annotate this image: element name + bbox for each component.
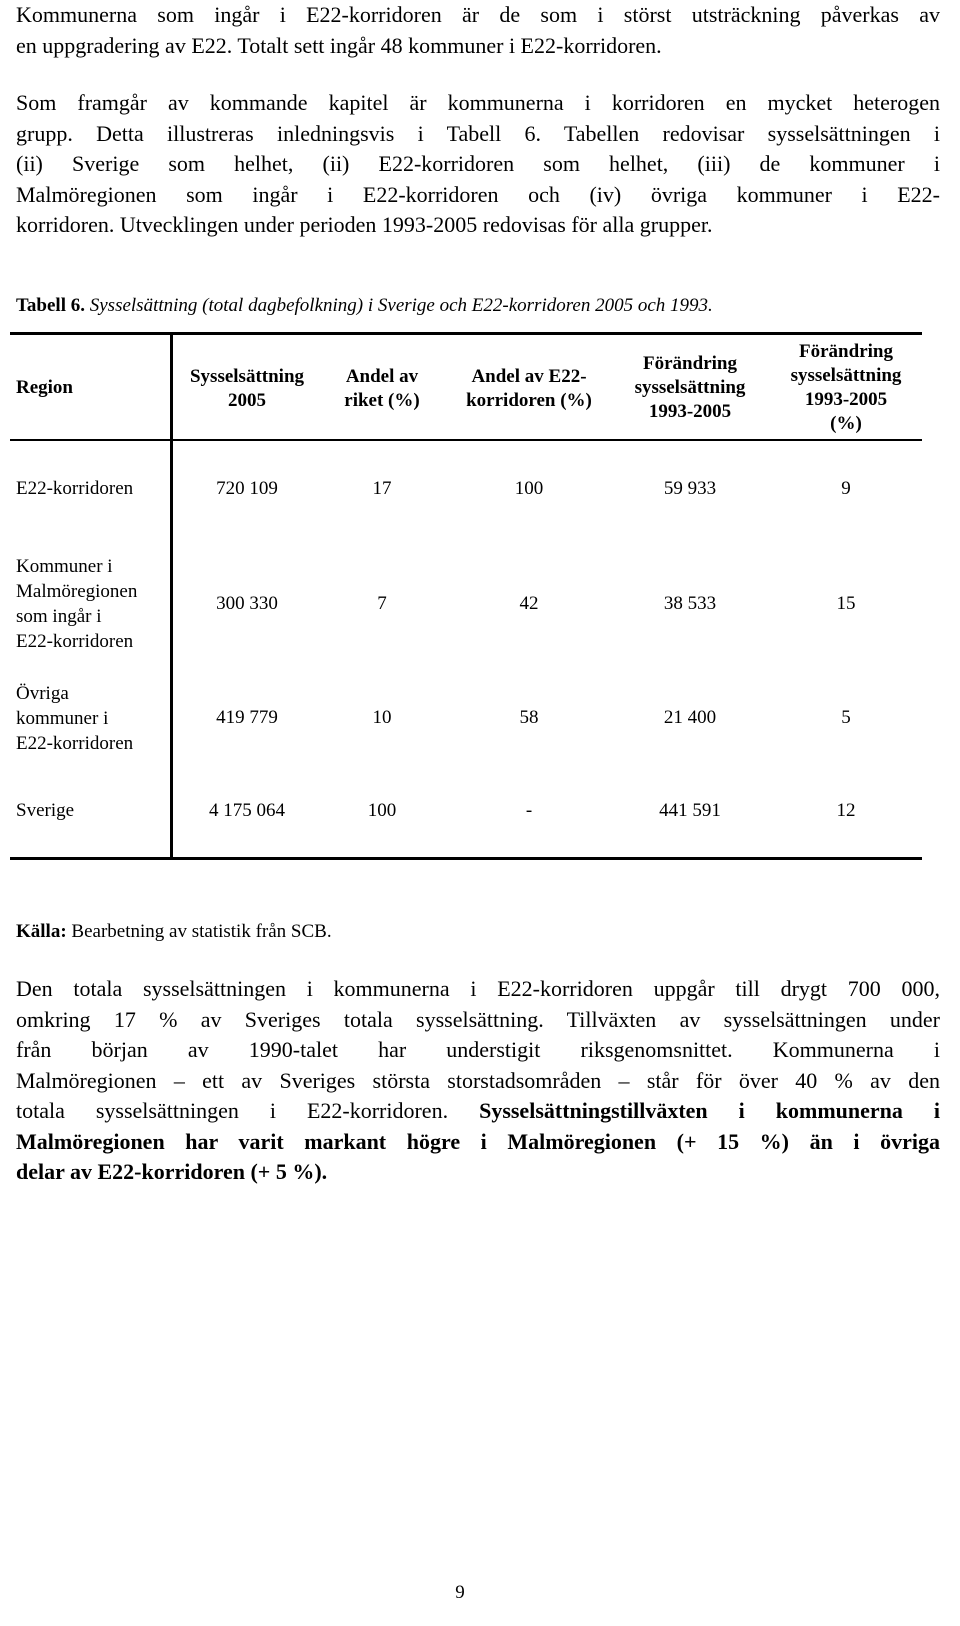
table-source: [16, 920, 332, 944]
text-line: [16, 1127, 940, 1158]
cell-change-percent: 9: [841, 478, 851, 499]
text-bold: Malmöregionen har varit markant högre i Malmöregionen (+ 15 %) än i övriga: [16, 1128, 940, 1154]
row-region: Sverige: [16, 800, 75, 821]
table-bottom-rule: [10, 857, 922, 860]
table-top-rule: [10, 332, 922, 335]
intro-paragraph-1: [16, 0, 940, 61]
text-line: en uppgradering av E22. Totalt sett ingår 48 kommuner i E22-korridoren.: [16, 32, 662, 58]
text-line: Malmöregionen som ingår i E22-korridoren och (iv) övriga kommuner i E22-: [16, 181, 940, 207]
cell-change-absolute: 441 591: [659, 800, 721, 821]
cell-share-e22: 42: [519, 593, 539, 614]
text-bold: delar av E22-korridoren (+ 5 %).: [16, 1159, 328, 1184]
intro-paragraph-2: [16, 88, 940, 241]
text-line: korridoren. Utvecklingen under perioden 1993-2005 redovisas för alla grupper.: [16, 212, 713, 237]
header-change-absolute: Förändring sysselsättning 1993-2005: [634, 353, 746, 422]
caption-text: Sysselsättning (total dagbefolkning) i Sverige och E22-korridoren 2005 och 1993.: [89, 295, 713, 316]
caption-label: Tabell 6.: [16, 295, 85, 316]
cell-change-absolute: 59 933: [663, 478, 717, 499]
conclusion-paragraph: [16, 974, 940, 1188]
cell-change-absolute: 21 400: [663, 707, 717, 728]
cell-share-country: 100: [367, 800, 397, 821]
header-region: Region: [16, 377, 73, 398]
cell-share-e22: -: [525, 800, 533, 821]
text-line: Kommunerna som ingår i E22-korridoren är de som i störst utsträckning påverkas av: [16, 2, 940, 27]
cell-change-absolute: 38 533: [663, 593, 717, 614]
header-share-of-country: Andel av riket (%): [344, 366, 420, 411]
cell-share-country: 10: [372, 707, 392, 728]
text-line: [16, 1157, 940, 1188]
header-share-of-e22: Andel av E22- korridoren (%): [466, 366, 592, 411]
cell-share-country: 7: [377, 593, 387, 614]
table-header-rule: [10, 439, 922, 441]
text-bold: Sysselsättningstillväxten i kommunerna i: [479, 1098, 940, 1123]
row-region: Kommuner i Malmöregionen som ingår i E22-korridoren: [16, 556, 138, 652]
cell-change-percent: 12: [836, 800, 856, 821]
source-label: Källa:: [16, 921, 67, 942]
text-line: Malmöregionen – ett av Sveriges största storstadsområden – står för över 40 % av den: [16, 1067, 940, 1093]
cell-change-percent: 5: [841, 707, 851, 728]
cell-share-e22: 58: [519, 707, 539, 728]
table-caption: [16, 294, 713, 318]
text-plain: totala sysselsättningen i E22-korridoren.: [16, 1098, 480, 1123]
cell-share-e22: 100: [514, 478, 544, 499]
row-region: E22-korridoren: [16, 478, 134, 499]
cell-employment: 419 779: [216, 707, 278, 728]
header-change-percent: Förändring sysselsättning 1993-2005 (%): [790, 341, 902, 434]
text-line: [16, 1096, 940, 1127]
text-line: Som framgår av kommande kapitel är kommunerna i korridoren en mycket heterogen: [16, 90, 940, 115]
text-line: omkring 17 % av Sveriges totala sysselsättning. Tillväxten av sysselsättningen under: [16, 1006, 940, 1032]
cell-employment: 300 330: [216, 593, 278, 614]
text-line: (ii) Sverige som helhet, (ii) E22-korridoren som helhet, (iii) de kommuner i: [16, 151, 940, 176]
cell-employment: 720 109: [216, 478, 278, 499]
cell-share-country: 17: [372, 478, 392, 499]
header-employment-2005: Sysselsättning 2005: [189, 366, 305, 411]
page-number: 9: [455, 1582, 465, 1603]
source-text: Bearbetning av statistik från SCB.: [71, 921, 332, 942]
text-line: Den totala sysselsättningen i kommunerna i E22-korridoren uppgår till drygt 700 000,: [16, 976, 940, 1001]
text-line: grupp. Detta illustreras inledningsvis i Tabell 6. Tabellen redovisar sysselsättningen i: [16, 120, 940, 146]
cell-change-percent: 15: [836, 593, 856, 614]
row-region: Övriga kommuner i E22-korridoren: [16, 683, 134, 754]
text-line: från början av 1990-talet har understigit riksgenomsnittet. Kommunerna i: [16, 1037, 940, 1062]
cell-employment: 4 175 064: [209, 800, 285, 821]
